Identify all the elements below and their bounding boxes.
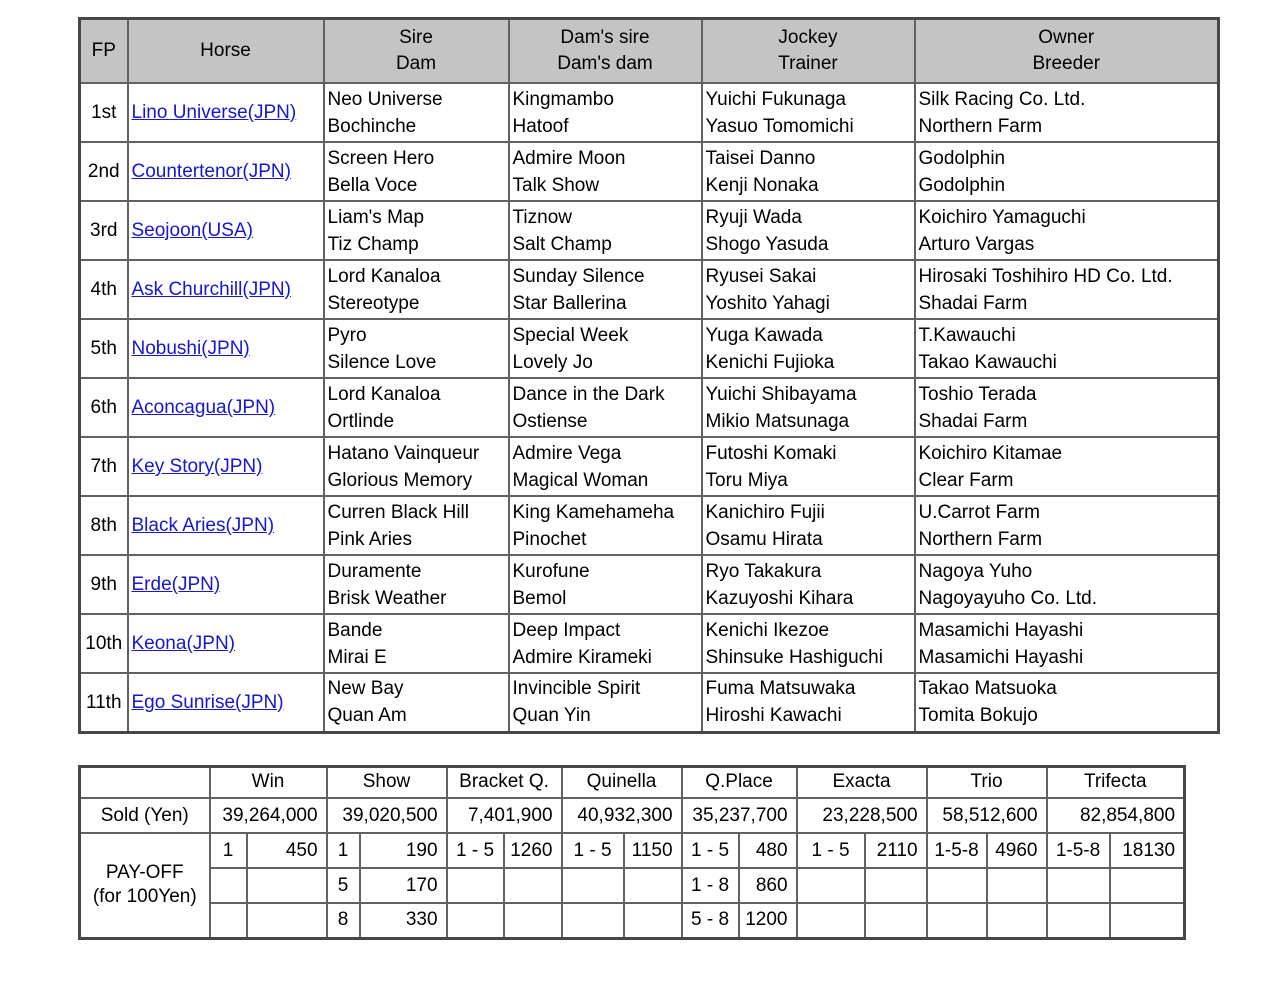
sire-dam-cell [324,437,509,496]
finish-position-text: 5th [90,338,117,359]
finish-position-cell [80,378,128,437]
payoff-amount-cell: 1260 [504,833,562,868]
jockey-trainer-cell [702,437,915,496]
sire-dam-cell [324,673,509,732]
result-row [80,496,1219,555]
payoff-combination-cell [210,868,247,903]
owner-breeder-line1: U.Carrot Farm [918,501,1040,523]
header-horse [128,19,324,84]
sire-dam-line2: Glorious Memory [327,469,473,491]
payoff-row [80,903,1185,938]
owner-breeder-cell [915,83,1219,142]
sire-dam-line2: Tiz Champ [327,233,419,255]
bet-type-header: Trio [927,766,1047,798]
owner-breeder-cell [915,673,1219,732]
sire-dam-cell [324,83,509,142]
sold-label-cell: Sold (Yen) [80,798,210,833]
sire-dam-line2: Stereotype [327,292,420,314]
sold-value-cell: 39,264,000 [210,798,327,833]
payoff-combination-cell [1047,868,1110,903]
owner-breeder-line1: Toshio Terada [918,383,1037,405]
payoff-amount-cell: 4960 [987,833,1047,868]
jockey-trainer-line2: Shinsuke Hashiguchi [705,646,883,668]
sire-dam-line1: Screen Hero [327,147,435,169]
jockey-trainer-line1: Fuma Matsuwaka [705,678,856,700]
sold-value-cell: 39,020,500 [327,798,447,833]
payoff-amount-cell: 1200 [739,903,797,938]
horse-link[interactable]: Black Aries(JPN) [131,515,275,536]
payoff-combination-cell: 8 [327,903,360,938]
horse-cell [128,142,324,201]
owner-breeder-cell [915,260,1219,319]
finish-position-text: 9th [90,574,117,595]
results-header-row [80,19,1219,84]
horse-link[interactable]: Nobushi(JPN) [131,338,250,359]
finish-position-text: 7th [90,456,117,477]
horse-link[interactable]: Seojoon(USA) [131,220,253,241]
sire-dam-line1: Duramente [327,560,422,582]
owner-breeder-line1: Takao Matsuoka [918,678,1057,700]
header-dams-sire-dam-line2: Dam's dam [557,53,653,74]
payoff-combination-cell [1047,903,1110,938]
owner-breeder-cell [915,319,1219,378]
dams-sire-dam-line1: Admire Moon [512,147,626,169]
payoff-combination-cell [447,868,504,903]
header-owner-breeder-line1: Owner [1038,27,1095,48]
jockey-trainer-line1: Ryusei Sakai [705,265,817,287]
owner-breeder-line2: Arturo Vargas [918,233,1035,255]
sire-dam-cell [324,319,509,378]
horse-cell [128,260,324,319]
finish-position-text: 6th [90,397,117,418]
horse-link[interactable]: Ask Churchill(JPN) [131,279,291,300]
horse-cell [128,83,324,142]
sire-dam-line2: Quan Am [327,705,407,727]
jockey-trainer-line2: Hiroshi Kawachi [705,705,842,727]
result-row [80,201,1219,260]
payoff-combination-cell [797,868,865,903]
header-dams-sire-dam [509,19,702,84]
dams-sire-dam-line2: Lovely Jo [512,351,593,373]
payoff-combination-cell: 1 - 5 [562,833,624,868]
sire-dam-line1: Pyro [327,324,367,346]
payoff-combination-cell: 1-5-8 [1047,833,1110,868]
finish-position-text: 2nd [87,161,120,182]
payoff-combination-cell [562,868,624,903]
header-fp-line1: FP [91,40,116,61]
result-row [80,142,1219,201]
owner-breeder-line2: Clear Farm [918,469,1014,491]
owner-breeder-cell [915,378,1219,437]
horse-link[interactable]: Aconcagua(JPN) [131,397,276,418]
payoff-row [80,833,1185,868]
sire-dam-line2: Mirai E [327,646,387,668]
sire-dam-line1: New Bay [327,678,404,700]
owner-breeder-line1: Koichiro Kitamae [918,442,1063,464]
jockey-trainer-cell [702,378,915,437]
jockey-trainer-line2: Mikio Matsunaga [705,410,850,432]
sire-dam-cell [324,260,509,319]
bet-type-header: Show [327,766,447,798]
payoff-combination-cell [210,903,247,938]
payoff-amount-cell: 450 [247,833,327,868]
finish-position-cell [80,201,128,260]
jockey-trainer-line2: Osamu Hirata [705,528,823,550]
owner-breeder-line2: Masamichi Hayashi [918,646,1084,668]
payoff-amount-cell [504,903,562,938]
jockey-trainer-line1: Futoshi Komaki [705,442,837,464]
owner-breeder-cell [915,555,1219,614]
bet-type-header: Q.Place [682,766,797,798]
dams-sire-dam-line1: Deep Impact [512,619,621,641]
payoff-combination-cell: 1 [210,833,247,868]
sire-dam-line2: Pink Aries [327,528,412,550]
horse-cell [128,319,324,378]
race-results-table [78,17,1220,734]
sire-dam-line1: Liam's Map [327,206,425,228]
dams-sire-dam-line2: Magical Woman [512,469,649,491]
finish-position-text: 1st [91,102,117,123]
header-jockey-trainer-line1: Jockey [778,27,838,48]
dams-sire-dam-cell [509,319,702,378]
payoff-amount-cell [624,903,682,938]
horse-link[interactable]: Ego Sunrise(JPN) [131,691,284,713]
sire-dam-cell [324,496,509,555]
header-sire-dam [324,19,509,84]
header-jockey-trainer-line2: Trainer [778,53,838,74]
payoff-amount-cell [1110,868,1185,903]
payoff-combination-cell: 5 - 8 [682,903,739,938]
sold-value-cell: 7,401,900 [447,798,562,833]
header-sire-dam-line2: Dam [395,53,437,74]
payoff-amount-cell: 480 [739,833,797,868]
owner-breeder-line2: Takao Kawauchi [918,351,1057,373]
finish-position-text: 8th [90,515,117,536]
payoff-amount-cell [1110,903,1185,938]
payoff-label-line2: (for 100Yen) [92,886,197,908]
owner-breeder-cell [915,437,1219,496]
bet-type-header: Bracket Q. [447,766,562,798]
owner-breeder-line2: Tomita Bokujo [918,705,1038,727]
dams-sire-dam-line2: Salt Champ [512,233,612,255]
dams-sire-dam-cell [509,260,702,319]
finish-position-cell [80,555,128,614]
payoff-amount-cell [865,868,927,903]
horse-link[interactable]: Keona(JPN) [131,633,235,654]
dams-sire-dam-line1: Special Week [512,324,629,346]
header-owner-breeder-line2: Breeder [1032,53,1101,74]
payoff-amount-cell: 2110 [865,833,927,868]
payoff-combination-cell [562,903,624,938]
payoff-combination-cell: 1-5-8 [927,833,987,868]
dams-sire-dam-line1: Admire Vega [512,442,622,464]
dams-sire-dam-line1: Kingmambo [512,88,614,110]
header-sire-dam-line1: Sire [399,27,433,48]
jockey-trainer-line1: Kenichi Ikezoe [705,619,830,641]
jockey-trainer-cell [702,496,915,555]
sire-dam-cell [324,201,509,260]
jockey-trainer-line1: Yuga Kawada [705,324,823,346]
sire-dam-line2: Brisk Weather [327,587,447,609]
dams-sire-dam-line2: Talk Show [512,174,600,196]
payoff-header-row [80,766,1185,798]
result-row [80,614,1219,673]
payoff-amount-cell [247,903,327,938]
finish-position-text: 11th [85,691,122,713]
result-row [80,555,1219,614]
header-jockey-trainer [702,19,915,84]
owner-breeder-line2: Nagoyayuho Co. Ltd. [918,587,1098,609]
bet-type-header: Win [210,766,327,798]
dams-sire-dam-cell [509,673,702,732]
payoff-label-cell [80,833,210,938]
dams-sire-dam-cell [509,83,702,142]
sire-dam-cell [324,614,509,673]
finish-position-text: 3rd [90,220,118,241]
dams-sire-dam-cell [509,437,702,496]
payoff-amount-cell: 860 [739,868,797,903]
sold-value-cell: 23,228,500 [797,798,927,833]
owner-breeder-line1: T.Kawauchi [918,324,1016,346]
sold-value-cell: 40,932,300 [562,798,682,833]
jockey-trainer-line1: Kanichiro Fujii [705,501,825,523]
jockey-trainer-cell [702,555,915,614]
finish-position-cell [80,437,128,496]
bet-type-header: Trifecta [1047,766,1185,798]
jockey-trainer-line1: Yuichi Shibayama [705,383,857,405]
result-row [80,378,1219,437]
horse-link[interactable]: Key Story(JPN) [131,456,263,477]
sire-dam-cell [324,142,509,201]
finish-position-cell [80,496,128,555]
dams-sire-dam-cell [509,555,702,614]
horse-cell [128,673,324,732]
owner-breeder-cell [915,201,1219,260]
owner-breeder-line1: Silk Racing Co. Ltd. [918,88,1086,110]
dams-sire-dam-line2: Pinochet [512,528,587,550]
owner-breeder-line2: Shadai Farm [918,410,1028,432]
owner-breeder-cell [915,142,1219,201]
payoff-amount-cell: 18130 [1110,833,1185,868]
payoff-combination-cell: 1 - 5 [797,833,865,868]
jockey-trainer-line2: Kenji Nonaka [705,174,819,196]
owner-breeder-line2: Godolphin [918,174,1006,196]
sire-dam-line2: Silence Love [327,351,437,373]
horse-cell [128,496,324,555]
jockey-trainer-line1: Ryuji Wada [705,206,802,228]
payoff-amount-cell [247,868,327,903]
dams-sire-dam-line2: Admire Kirameki [512,646,652,668]
payoff-amount-cell: 1150 [624,833,682,868]
payoff-amount-cell: 170 [360,868,447,903]
owner-breeder-cell [915,614,1219,673]
sire-dam-line1: Lord Kanaloa [327,383,441,405]
sold-value-cell: 82,854,800 [1047,798,1185,833]
dams-sire-dam-line2: Bemol [512,587,567,609]
dams-sire-dam-cell [509,201,702,260]
bet-type-header: Exacta [797,766,927,798]
payoff-table [78,765,1186,940]
payoff-combination-cell [447,903,504,938]
finish-position-cell [80,260,128,319]
jockey-trainer-line2: Kenichi Fujioka [705,351,835,373]
owner-breeder-line1: Koichiro Yamaguchi [918,206,1086,228]
result-row [80,83,1219,142]
result-row [80,319,1219,378]
jockey-trainer-line1: Taisei Danno [705,147,816,169]
sire-dam-cell [324,555,509,614]
owner-breeder-cell [915,496,1219,555]
horse-cell [128,555,324,614]
finish-position-text: 4th [90,279,117,300]
finish-position-cell [80,319,128,378]
owner-breeder-line1: Hirosaki Toshihiro HD Co. Ltd. [918,265,1173,287]
owner-breeder-line2: Shadai Farm [918,292,1028,314]
jockey-trainer-line2: Yasuo Tomomichi [705,115,854,137]
header-dams-sire-dam-line1: Dam's sire [560,27,650,48]
dams-sire-dam-line1: Dance in the Dark [512,383,665,405]
dams-sire-dam-line1: King Kamehameha [512,501,675,523]
header-owner-breeder [915,19,1219,84]
sire-dam-line2: Bella Voce [327,174,418,196]
header-fp [80,19,128,84]
payoff-amount-cell: 190 [360,833,447,868]
jockey-trainer-cell [702,614,915,673]
payoff-amount-cell [624,868,682,903]
dams-sire-dam-line1: Sunday Silence [512,265,645,287]
sold-value-cell: 35,237,700 [682,798,797,833]
payoff-row [80,868,1185,903]
result-row [80,673,1219,732]
payoff-combination-cell [927,903,987,938]
dams-sire-dam-cell [509,614,702,673]
owner-breeder-line1: Nagoya Yuho [918,560,1033,582]
horse-link[interactable]: Countertenor(JPN) [131,161,291,182]
finish-position-cell [80,83,128,142]
horse-cell [128,378,324,437]
sire-dam-line1: Neo Universe [327,88,443,110]
dams-sire-dam-cell [509,378,702,437]
owner-breeder-line2: Northern Farm [918,115,1043,137]
payoff-combination-cell: 1 - 5 [682,833,739,868]
dams-sire-dam-line2: Hatoof [512,115,569,137]
sire-dam-line1: Curren Black Hill [327,501,469,523]
dams-sire-dam-cell [509,496,702,555]
horse-link[interactable]: Lino Universe(JPN) [131,102,297,123]
finish-position-text: 10th [85,633,123,654]
dams-sire-dam-line2: Quan Yin [512,705,591,727]
horse-cell [128,614,324,673]
jockey-trainer-cell [702,673,915,732]
payoff-combination-cell: 1 - 8 [682,868,739,903]
owner-breeder-line1: Masamichi Hayashi [918,619,1084,641]
horse-cell [128,201,324,260]
jockey-trainer-line2: Yoshito Yahagi [705,292,830,314]
sire-dam-line1: Hatano Vainqueur [327,442,480,464]
jockey-trainer-line2: Shogo Yasuda [705,233,829,255]
payoff-combination-cell: 1 [327,833,360,868]
dams-sire-dam-line2: Star Ballerina [512,292,627,314]
jockey-trainer-line2: Toru Miya [705,469,788,491]
payoff-combination-cell [927,868,987,903]
dams-sire-dam-line1: Tiznow [512,206,572,228]
jockey-trainer-line1: Ryo Takakura [705,560,822,582]
sire-dam-line2: Ortlinde [327,410,395,432]
payoff-combination-cell: 1 - 5 [447,833,504,868]
payoff-amount-cell [504,868,562,903]
sire-dam-line2: Bochinche [327,115,417,137]
sire-dam-line1: Bande [327,619,383,641]
payoff-amount-cell [987,868,1047,903]
sire-dam-cell [324,378,509,437]
horse-cell [128,437,324,496]
header-horse-line1: Horse [200,40,251,61]
payoff-combination-cell: 5 [327,868,360,903]
bet-type-header: Quinella [562,766,682,798]
payoff-corner-cell [80,766,210,798]
dams-sire-dam-line1: Invincible Spirit [512,678,641,700]
result-row [80,437,1219,496]
payoff-label-line1: PAY-OFF [105,862,184,884]
payoff-amount-cell [865,903,927,938]
result-row [80,260,1219,319]
jockey-trainer-line1: Yuichi Fukunaga [705,88,846,110]
jockey-trainer-cell [702,260,915,319]
finish-position-cell [80,142,128,201]
finish-position-cell [80,614,128,673]
payoff-amount-cell [987,903,1047,938]
dams-sire-dam-cell [509,142,702,201]
jockey-trainer-line2: Kazuyoshi Kihara [705,587,854,609]
jockey-trainer-cell [702,201,915,260]
payoff-combination-cell [797,903,865,938]
payoff-amount-cell: 330 [360,903,447,938]
jockey-trainer-cell [702,83,915,142]
owner-breeder-line2: Northern Farm [918,528,1043,550]
sold-value-cell: 58,512,600 [927,798,1047,833]
jockey-trainer-cell [702,142,915,201]
dams-sire-dam-line1: Kurofune [512,560,590,582]
sire-dam-line1: Lord Kanaloa [327,265,441,287]
owner-breeder-line1: Godolphin [918,147,1006,169]
horse-link[interactable]: Erde(JPN) [131,574,221,595]
sold-row [80,798,1185,833]
finish-position-cell [80,673,128,732]
jockey-trainer-cell [702,319,915,378]
dams-sire-dam-line2: Ostiense [512,410,588,432]
